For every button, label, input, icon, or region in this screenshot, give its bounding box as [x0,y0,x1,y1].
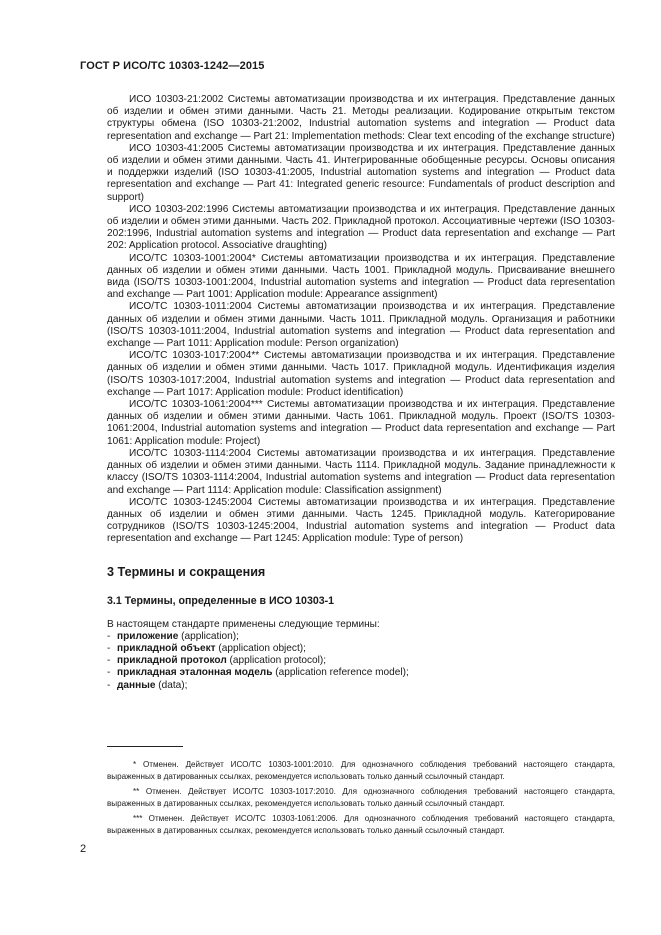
reference-item: ИСО/ТС 10303-1011:2004 Системы автоматизации производства и их интеграция. Представление данных об изделии и обмен этими данными. Часть 1011. Прикладной модуль. Организация и работники (ISO/TS 10303-1011:2004, Industrial automation systems and integration — Product data representation and exchange — Part 1011: Application module: Person organization) [107,301,615,350]
list-item [107,680,615,692]
page-content [107,94,615,692]
term-name: прикладной протокол [117,655,227,667]
footnote-divider [107,746,183,747]
footnotes [107,759,615,840]
footnote: * Отменен. Действует ИСО/ТС 10303-1001:2010. Для однозначного соблюдения требований настоящего стандарта, выраженных в датированных ссылках, рекомендуется использовать только данный ссылочный стандарт. [107,760,615,781]
footnote: ** Отменен. Действует ИСО/ТС 10303-1017:2010. Для однозначного соблюдения требований настоящего стандарта, выраженных в датированных ссылках, рекомендуется использовать только данный ссылочный стандарт. [107,787,615,808]
document-header: ГОСТ Р ИСО/ТС 10303-1242—2015 [80,60,265,72]
reference-item: ИСО/ТС 10303-1001:2004* Системы автоматизации производства и их интеграция. Представление данных об изделии и обмен этими данными. Часть 1001. Прикладной модуль. Присваивание внешнего вида (ISO/TS 10303-1001:2004, Industrial automation systems and integration — Product data representation and exchange — Part 1001: Application module: Appearance assignment) [107,252,615,301]
term-name: прикладной объект [117,642,216,654]
term-english: (application reference model); [272,667,409,679]
term-english: (application protocol); [226,655,327,667]
terms-list [107,631,615,692]
term-english: (application object); [215,642,306,654]
list-item [107,667,615,679]
subsection-heading: 3.1 Термины, определенные в ИСО 10303-1 [107,594,335,607]
reference-item: ИСО 10303-21:2002 Системы автоматизации производства и их интеграция. Представление данных об изделии и обмен этими данными. Часть 21. Методы реализации. Кодирование открытым текстом структуры обмена (ISO 10303-21:2002, Industrial automation systems and integration — Product data representation and exchange — Part 21: Implementation methods: Clear text encoding of the exchange structure) [107,94,615,142]
term-name: прикладная эталонная модель [117,667,273,679]
list-item [107,631,615,643]
list-dash: - [107,679,111,691]
reference-item: ИСО/ТС 10303-1061:2004*** Системы автоматизации производства и их интеграция. Представление данных об изделии и обмен этими данными. Часть 1061. Прикладной модуль. Проект (ISO/TS 10303-1061:2004, Industrial automation systems and integration — Product data representation and exchange — Part 1061: Application module: Project) [107,399,615,447]
reference-item: ИСО/ТС 10303-1017:2004** Системы автоматизации производства и их интеграция. Представление данных об изделии и обмен этими данными. Часть 1017. Прикладной модуль. Идентификация изделия (ISO/TS 10303-1017:2004, Industrial automation systems and integration — Product data representation and exchange — Part 1017: Application module: Product identification) [107,350,615,398]
list-dash: - [107,642,111,654]
reference-item: ИСО/ТС 10303-1114:2004 Системы автоматизации производства и их интеграция. Представление данных об изделии и обмен этими данными. Часть 1114. Прикладной модуль. Задание принадлежности к классу (ISO/TS 10303-1114:2004, Industrial automation systems and integration — Product data representation and exchange — Part 1114: Application module: Classification assignment) [107,447,615,496]
reference-item: ИСО 10303-41:2005 Системы автоматизации производства и их интеграция. Представление данных об изделии и обмен этими данными. Часть 41. Интегрированные обобщенные ресурсы. Основы описания и поддержки изделий (ISO 10303-41:2005, Industrial automation systems and integration — Product data representation and exchange — Part 41: Integrated generic resource: Fundamentals of product description and support) [107,142,615,203]
term-name: приложение [117,630,179,642]
term-english: (data); [155,679,188,691]
list-dash: - [107,630,111,642]
normative-references [107,94,615,546]
terms-intro: В настоящем стандарте применены следующие термины: [107,618,380,630]
list-dash: - [107,667,111,679]
reference-item: ИСО 10303-202:1996 Системы автоматизации производства и их интеграция. Представление данных об изделии и обмен этими данными. Часть 202. Прикладной протокол. Ассоциативные чертежи (ISO 10303-202:1996, Industrial automation systems and integration — Product data representation and exchange — Part 202: Application protocol. Associative draughting) [107,203,615,252]
term-name: данные [117,679,156,691]
section-heading: 3 Термины и сокращения [107,564,266,579]
list-item [107,655,615,667]
term-english: (application); [178,630,239,642]
footnote: *** Отменен. Действует ИСО/ТС 10303-1061:2006. Для однозначного соблюдения требований настоящего стандарта, выраженных в датированных ссылках, рекомендуется использовать только данный ссылочный стандарт. [107,814,615,835]
reference-item: ИСО/ТС 10303-1245:2004 Системы автоматизации производства и их интеграция. Представление данных об изделии и обмен этими данными. Часть 1245. Прикладной модуль. Категорирование сотрудников (ISO/TS 10303-1245:2004, Industrial automation systems and integration — Product data representation and exchange — Part 1245: Application module: Type of person) [107,496,615,545]
list-dash: - [107,655,111,667]
list-item [107,643,615,655]
page-number: 2 [80,843,87,855]
